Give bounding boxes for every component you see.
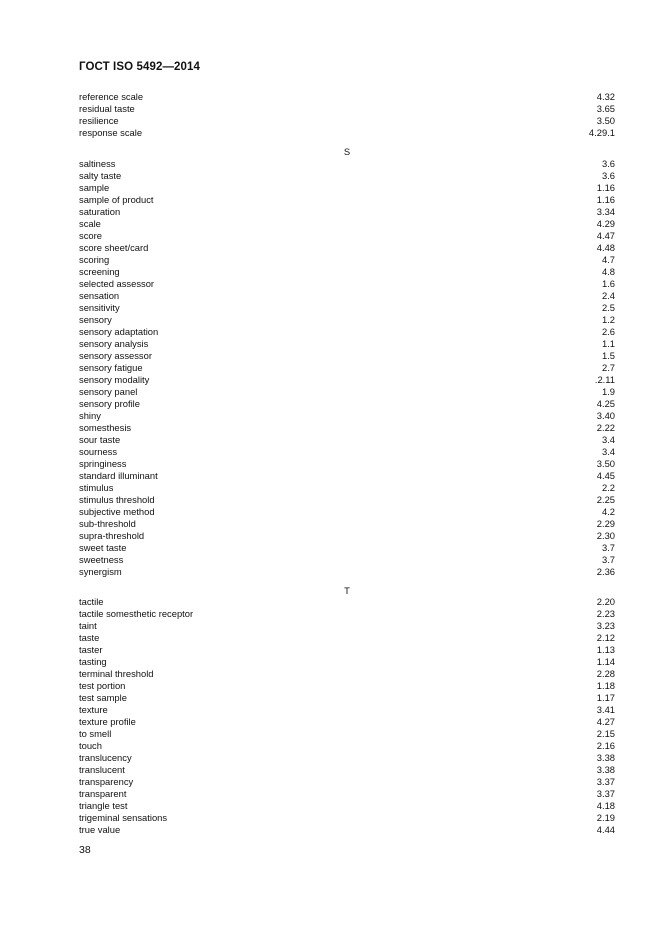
index-term: texture profile (79, 716, 136, 727)
index-reference: .2.11 (594, 374, 615, 385)
index-entry (79, 644, 615, 656)
index-entry (79, 254, 615, 266)
index-term: response scale (79, 127, 143, 138)
index-term: scale (79, 218, 101, 229)
index-entry (79, 410, 615, 422)
index-reference: 3.50 (596, 115, 615, 126)
index-entry (79, 242, 615, 254)
index-term: sweetness (79, 554, 124, 565)
index-term: springiness (79, 458, 127, 469)
index-entry (79, 338, 615, 350)
index-reference: 3.37 (596, 788, 615, 799)
index-term: taint (79, 620, 97, 631)
index-term: sour taste (79, 434, 121, 445)
index-entry (79, 542, 615, 554)
index-block-r (79, 91, 615, 139)
index-reference: 3.34 (596, 206, 615, 217)
index-reference: 2.19 (596, 812, 615, 823)
index-reference: 2.25 (596, 494, 615, 505)
index-entry (79, 158, 615, 170)
index-reference: 4.25 (596, 398, 615, 409)
index-entry (79, 206, 615, 218)
index-reference: 2.5 (601, 302, 615, 313)
index-entry (79, 230, 615, 242)
index-term: tactile (79, 596, 104, 607)
index-term: touch (79, 740, 102, 751)
index-reference: 4.44 (596, 824, 615, 835)
index-reference: 3.7 (601, 554, 615, 565)
index-entry (79, 764, 615, 776)
index-entry (79, 434, 615, 446)
index-term: stimulus threshold (79, 494, 155, 505)
index-term: residual taste (79, 103, 135, 114)
index-term: taste (79, 632, 100, 643)
index-term: texture (79, 704, 108, 715)
index-entry (79, 728, 615, 740)
index-term: sample of product (79, 194, 154, 205)
section-letter-s: S (343, 146, 351, 157)
index-entry (79, 812, 615, 824)
index-entry (79, 680, 615, 692)
index-term: sensitivity (79, 302, 120, 313)
index-reference: 3.40 (596, 410, 615, 421)
index-term: translucency (79, 752, 132, 763)
index-reference: 2.12 (596, 632, 615, 643)
index-entry (79, 716, 615, 728)
index-entry (79, 386, 615, 398)
index-reference: 1.1 (601, 338, 615, 349)
index-term: sensation (79, 290, 120, 301)
index-reference: 4.48 (596, 242, 615, 253)
index-reference: 3.4 (601, 434, 615, 445)
index-term: selected assessor (79, 278, 155, 289)
index-reference: 4.32 (596, 91, 615, 102)
index-entry (79, 776, 615, 788)
index-reference: 4.45 (596, 470, 615, 481)
index-term: saturation (79, 206, 121, 217)
index-reference: 2.2 (601, 482, 615, 493)
index-reference: 3.65 (596, 103, 615, 114)
index-entry (79, 314, 615, 326)
index-entry (79, 422, 615, 434)
index-reference: 1.2 (601, 314, 615, 325)
index-term: sweet taste (79, 542, 127, 553)
index-entry (79, 620, 615, 632)
index-entry (79, 800, 615, 812)
index-entry (79, 218, 615, 230)
index-reference: 2.16 (596, 740, 615, 751)
index-entry (79, 470, 615, 482)
index-entry (79, 266, 615, 278)
section-letter-t: T (344, 585, 350, 596)
index-entry (79, 446, 615, 458)
index-entry (79, 596, 615, 608)
index-term: sub-threshold (79, 518, 136, 529)
index-block-s (79, 158, 615, 578)
index-block-t (79, 596, 615, 836)
index-term: stimulus (79, 482, 114, 493)
index-reference: 2.6 (601, 326, 615, 337)
index-reference: 4.47 (596, 230, 615, 241)
index-reference: 3.7 (601, 542, 615, 553)
index-entry (79, 482, 615, 494)
index-entry (79, 632, 615, 644)
index-term: sensory assessor (79, 350, 152, 361)
index-reference: 4.7 (601, 254, 615, 265)
index-reference: 1.18 (596, 680, 615, 691)
index-reference: 4.29 (596, 218, 615, 229)
index-term: synergism (79, 566, 122, 577)
index-entry (79, 290, 615, 302)
index-reference: 1.17 (596, 692, 615, 703)
index-term: test portion (79, 680, 126, 691)
index-reference: 4.18 (596, 800, 615, 811)
index-term: terminal threshold (79, 668, 154, 679)
index-term: screening (79, 266, 120, 277)
index-entry (79, 350, 615, 362)
index-term: score (79, 230, 102, 241)
index-term: transparency (79, 776, 134, 787)
index-entry (79, 127, 615, 139)
index-entry (79, 302, 615, 314)
index-entry (79, 668, 615, 680)
index-entry (79, 374, 615, 386)
index-term: saltiness (79, 158, 116, 169)
index-reference: 4.8 (601, 266, 615, 277)
index-term: standard illuminant (79, 470, 158, 481)
index-term: resilience (79, 115, 119, 126)
index-term: sensory (79, 314, 112, 325)
index-reference: 2.20 (596, 596, 615, 607)
index-term: scoring (79, 254, 110, 265)
index-entry (79, 704, 615, 716)
index-reference: 3.38 (596, 764, 615, 775)
index-reference: 1.5 (601, 350, 615, 361)
document-header: ГОСТ ISO 5492—2014 (79, 61, 201, 73)
index-entry (79, 278, 615, 290)
index-reference: 4.2 (601, 506, 615, 517)
index-reference: 3.4 (601, 446, 615, 457)
index-entry (79, 103, 615, 115)
index-reference: 3.38 (596, 752, 615, 763)
index-term: sourness (79, 446, 118, 457)
index-reference: 2.7 (601, 362, 615, 373)
index-entry (79, 692, 615, 704)
index-reference: 2.4 (601, 290, 615, 301)
index-entry (79, 824, 615, 836)
index-term: tasting (79, 656, 107, 667)
index-reference: 1.6 (601, 278, 615, 289)
index-reference: 1.14 (596, 656, 615, 667)
index-reference: 2.22 (596, 422, 615, 433)
index-reference: 4.27 (596, 716, 615, 727)
index-term: to smell (79, 728, 112, 739)
index-term: sensory fatigue (79, 362, 143, 373)
index-entry (79, 566, 615, 578)
index-reference: 2.15 (596, 728, 615, 739)
index-term: test sample (79, 692, 127, 703)
index-entry (79, 554, 615, 566)
index-reference: 1.16 (596, 194, 615, 205)
index-entry (79, 506, 615, 518)
index-term: somesthesis (79, 422, 132, 433)
index-entry (79, 656, 615, 668)
index-reference: 2.29 (596, 518, 615, 529)
index-entry (79, 398, 615, 410)
index-term: triangle test (79, 800, 128, 811)
index-entry (79, 362, 615, 374)
index-term: true value (79, 824, 121, 835)
index-term: shiny (79, 410, 101, 421)
page-number: 38 (79, 844, 91, 856)
index-term: sample (79, 182, 110, 193)
index-reference: 2.30 (596, 530, 615, 541)
index-entry (79, 115, 615, 127)
index-reference: 3.6 (601, 158, 615, 169)
index-term: score sheet/card (79, 242, 149, 253)
index-reference: 3.23 (596, 620, 615, 631)
index-entry (79, 170, 615, 182)
index-term: sensory modality (79, 374, 150, 385)
index-reference: 1.16 (596, 182, 615, 193)
index-term: reference scale (79, 91, 144, 102)
index-entry (79, 740, 615, 752)
index-term: sensory adaptation (79, 326, 159, 337)
index-term: tactile somesthetic receptor (79, 608, 194, 619)
index-term: translucent (79, 764, 125, 775)
index-entry (79, 788, 615, 800)
index-entry (79, 608, 615, 620)
index-term: taster (79, 644, 103, 655)
index-entry (79, 752, 615, 764)
index-term: supra-threshold (79, 530, 145, 541)
index-reference: 1.13 (596, 644, 615, 655)
index-term: sensory profile (79, 398, 140, 409)
index-entry (79, 91, 615, 103)
index-entry (79, 182, 615, 194)
index-reference: 2.36 (596, 566, 615, 577)
index-entry (79, 458, 615, 470)
index-term: transparent (79, 788, 127, 799)
index-reference: 2.28 (596, 668, 615, 679)
index-reference: 3.41 (596, 704, 615, 715)
index-reference: 3.50 (596, 458, 615, 469)
index-reference: 4.29.1 (588, 127, 615, 138)
index-term: trigeminal sensations (79, 812, 168, 823)
index-term: sensory panel (79, 386, 138, 397)
index-reference: 2.23 (596, 608, 615, 619)
index-reference: 3.37 (596, 776, 615, 787)
index-entry (79, 518, 615, 530)
index-entry (79, 326, 615, 338)
index-entry (79, 494, 615, 506)
index-entry (79, 530, 615, 542)
index-reference: 3.6 (601, 170, 615, 181)
index-term: sensory analysis (79, 338, 149, 349)
index-term: salty taste (79, 170, 122, 181)
index-term: subjective method (79, 506, 155, 517)
index-reference: 1.9 (601, 386, 615, 397)
index-entry (79, 194, 615, 206)
